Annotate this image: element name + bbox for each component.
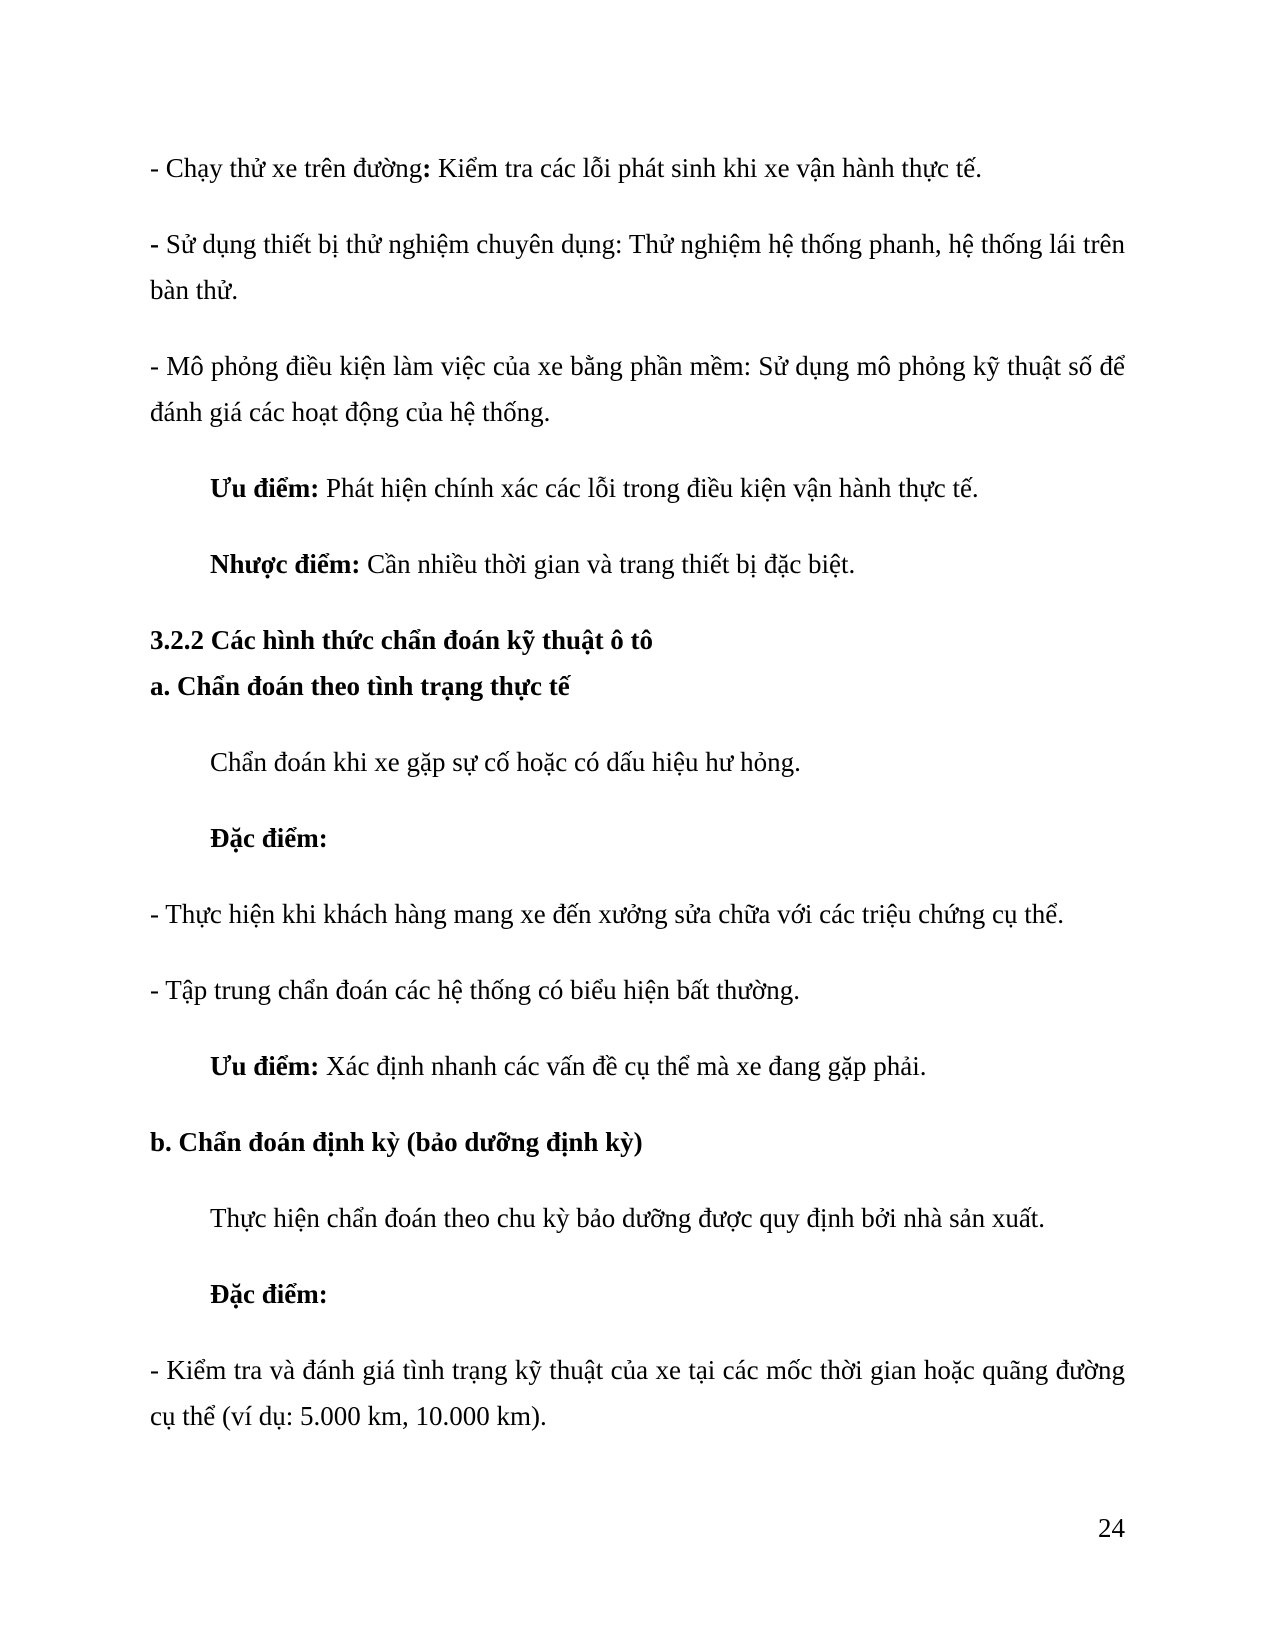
text-line: [150, 1119, 1125, 1165]
bullet-check-milestones: [150, 1347, 1125, 1439]
text-line: [150, 1393, 1125, 1439]
text-line: [150, 739, 1125, 785]
text-line: [150, 389, 1125, 435]
text-line: [150, 1195, 1125, 1241]
note-advantage: [150, 465, 1125, 511]
bold-text-run: b. Chẩn đoán định kỳ (bảo dưỡng định kỳ): [150, 1127, 643, 1157]
text-run: Sử dụng thiết bị thử nghiệm chuyên dụng: Thử nghiệm hệ thống phanh, hệ thống lái trên: [159, 229, 1125, 259]
bold-text-run: Đặc điểm:: [210, 823, 328, 853]
bullet-focus-abnormal-systems: [150, 967, 1125, 1013]
text-line: [150, 541, 1125, 587]
sub-heading-b: [150, 1119, 1125, 1165]
body-periodic-diagnosis: [150, 1195, 1125, 1241]
bold-text-run: -: [150, 229, 159, 259]
text-line: [150, 1271, 1125, 1317]
text-line: [150, 967, 1125, 1013]
text-run: - Mô phỏng điều kiện làm việc của xe bằng phần mềm: Sử dụng mô phỏng kỹ thuật số để: [150, 351, 1125, 381]
text-line: [150, 267, 1125, 313]
note-characteristics-b: [150, 1271, 1125, 1317]
text-run: Xác định nhanh các vấn đề cụ thể mà xe đang gặp phải.: [319, 1051, 927, 1081]
text-line: [150, 343, 1125, 389]
bullet-road-test: [150, 145, 1125, 191]
section-heading-322: [150, 617, 1125, 663]
bold-text-run: Ưu điểm:: [210, 473, 320, 503]
bold-text-run: Đặc điểm:: [210, 1279, 328, 1309]
note-characteristics-a: [150, 815, 1125, 861]
text-run: Kiểm tra các lỗi phát sinh khi xe vận hành thực tế.: [431, 153, 982, 183]
page-number: 24: [1098, 1513, 1125, 1543]
text-line: [150, 663, 1125, 709]
note-advantage-a: [150, 1043, 1125, 1089]
note-disadvantage: [150, 541, 1125, 587]
text-line: [150, 221, 1125, 267]
text-run: - Kiểm tra và đánh giá tình trạng kỹ thuật của xe tại các mốc thời gian hoặc quãng đường: [150, 1355, 1125, 1385]
bullet-customer-symptoms: [150, 891, 1125, 937]
text-run: - Thực hiện khi khách hàng mang xe đến xưởng sửa chữa với các triệu chứng cụ thể.: [150, 899, 1064, 929]
bullet-software-simulation: [150, 343, 1125, 435]
text-run: Cần nhiều thời gian và trang thiết bị đặc biệt.: [360, 549, 856, 579]
text-line: [150, 145, 1125, 191]
text-run: - Tập trung chẩn đoán các hệ thống có biểu hiện bất thường.: [150, 975, 800, 1005]
text-line: [150, 815, 1125, 861]
document-body: [150, 145, 1125, 1469]
bold-text-run: 3.2.2 Các hình thức chẩn đoán kỹ thuật ô tô: [150, 625, 654, 655]
text-line: [150, 617, 1125, 663]
text-line: [150, 1043, 1125, 1089]
bold-text-run: Ưu điểm:: [210, 1051, 320, 1081]
text-run: đánh giá các hoạt động của hệ thống.: [150, 397, 551, 427]
sub-heading-a: [150, 663, 1125, 709]
bold-text-run: Nhược điểm:: [210, 549, 361, 579]
text-run: bàn thử.: [150, 275, 239, 305]
bullet-test-equipment: [150, 221, 1125, 313]
bold-text-run: a. Chẩn đoán theo tình trạng thực tế: [150, 671, 570, 701]
text-run: Phát hiện chính xác các lỗi trong điều kiện vận hành thực tế.: [319, 473, 979, 503]
text-line: [150, 1347, 1125, 1393]
body-diagnosis-on-failure: [150, 739, 1125, 785]
text-line: [150, 891, 1125, 937]
text-run: cụ thể (ví dụ: 5.000 km, 10.000 km).: [150, 1401, 547, 1431]
text-run: Thực hiện chẩn đoán theo chu kỳ bảo dưỡng được quy định bởi nhà sản xuất.: [210, 1203, 1046, 1233]
text-run: - Chạy thử xe trên đường: [150, 153, 423, 183]
text-run: Chẩn đoán khi xe gặp sự cố hoặc có dấu hiệu hư hỏng.: [210, 747, 801, 777]
bold-text-run: :: [422, 153, 432, 183]
text-line: [150, 465, 1125, 511]
